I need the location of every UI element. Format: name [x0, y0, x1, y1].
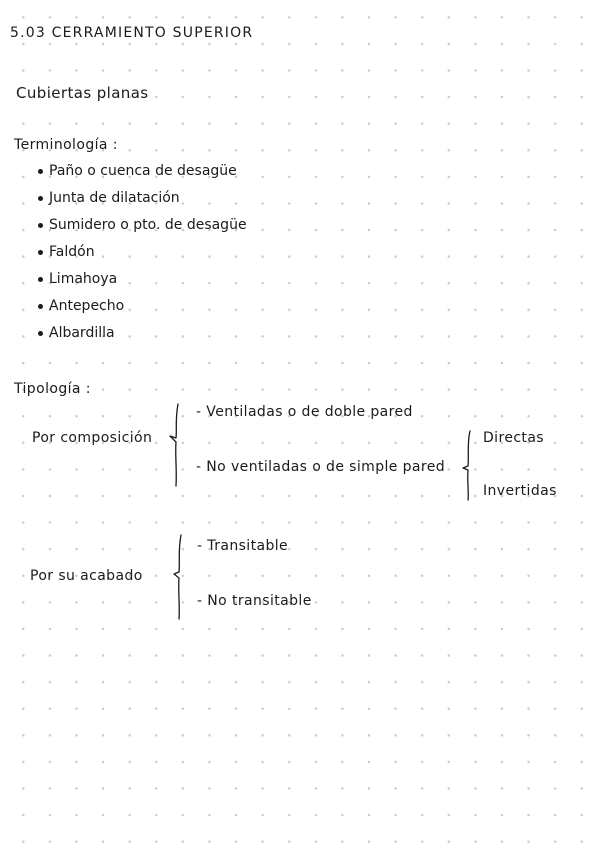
bullet-icon	[38, 169, 43, 174]
sub-option-invertidas: Invertidas	[483, 483, 557, 499]
list-item	[38, 160, 247, 187]
bullet-icon	[38, 250, 43, 255]
page-title: 5.03 CERRAMIENTO SUPERIOR	[10, 25, 254, 41]
no-ventiladas-brace	[458, 428, 478, 504]
acabado-option-no-transitable: - No transitable	[197, 593, 312, 609]
list-item-text: Sumidero o pto. de desagüe	[49, 217, 247, 233]
list-item-text: Albardilla	[49, 325, 115, 341]
bullet-icon	[38, 196, 43, 201]
list-item-text: Antepecho	[49, 298, 125, 314]
section-heading: Cubiertas planas	[16, 84, 149, 102]
list-item	[38, 214, 247, 241]
acabado-brace	[172, 532, 192, 622]
bullet-icon	[38, 304, 43, 309]
terminologia-heading: Terminología :	[14, 137, 118, 153]
acabado-option-transitable: - Transitable	[197, 538, 289, 554]
list-item-text: Limahoya	[49, 271, 118, 287]
list-item	[38, 268, 247, 295]
list-item	[38, 241, 247, 268]
list-item	[38, 187, 247, 214]
composicion-brace	[168, 400, 188, 490]
list-item	[38, 322, 247, 349]
bullet-icon	[38, 331, 43, 336]
composicion-option-ventiladas: - Ventiladas o de doble pared	[196, 404, 413, 420]
list-item-text: Paño o cuenca de desagüe	[49, 163, 237, 179]
list-item-text: Faldón	[49, 244, 95, 260]
composicion-label: Por composición	[32, 430, 153, 446]
list-item	[38, 295, 247, 322]
composicion-option-no-ventiladas: - No ventiladas o de simple pared	[196, 459, 446, 475]
terminologia-list	[38, 160, 247, 349]
bullet-icon	[38, 223, 43, 228]
tipologia-heading: Tipología :	[14, 381, 91, 397]
acabado-label: Por su acabado	[30, 568, 143, 584]
sub-option-directas: Directas	[483, 430, 544, 446]
bullet-icon	[38, 277, 43, 282]
list-item-text: Junta de dilatación	[49, 190, 180, 206]
